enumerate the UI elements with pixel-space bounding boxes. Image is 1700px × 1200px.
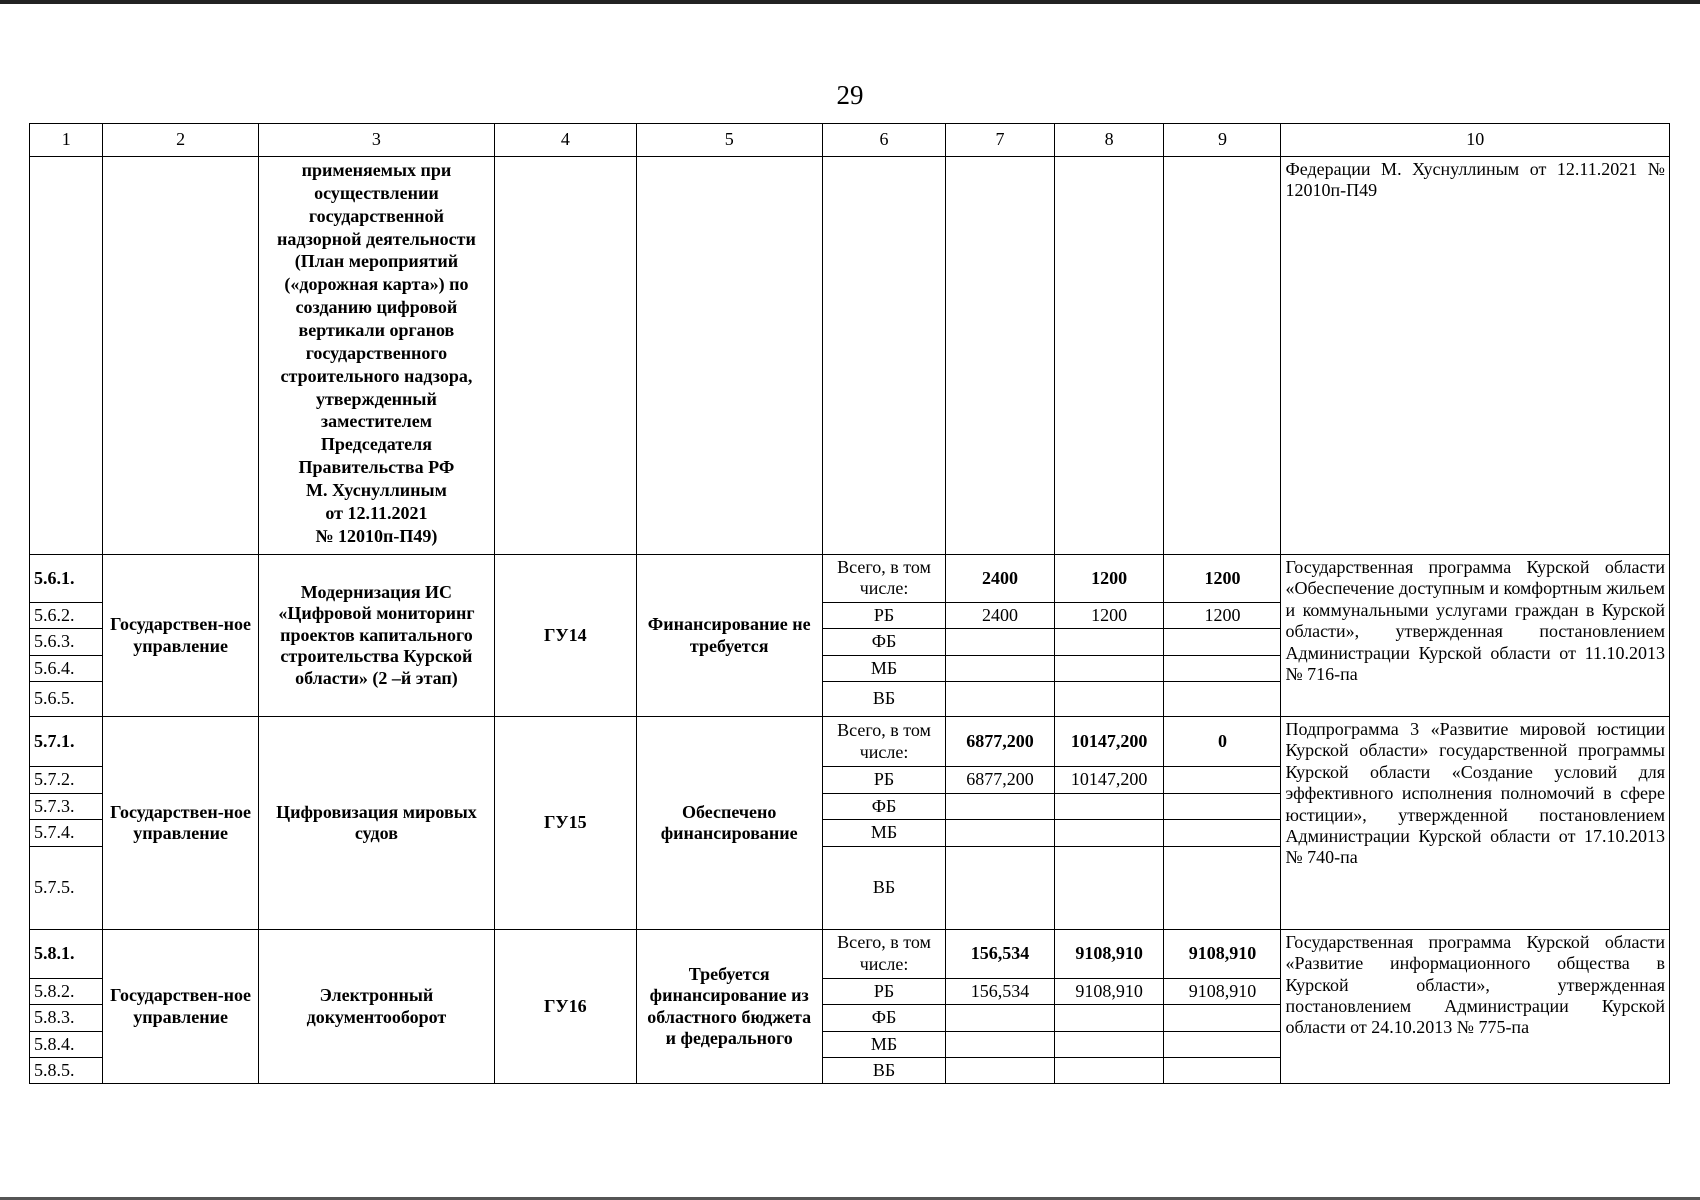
column-header-row [30, 124, 1670, 157]
row-number: 5.6.3. [30, 629, 103, 655]
amount-year3: 0 [1164, 717, 1281, 767]
amount-year3 [1164, 1005, 1281, 1031]
legal-basis: Подпрограмма 3 «Развитие мировой юстиции Курской области» государственной программы Курской области «Создание условий для эффективного исполнения полномочий в сфере юстиции», утвержденной постановлением Администрации Курской области от 17.10.2013 № 740-па [1281, 717, 1670, 930]
funding-source-label: МБ [822, 1031, 945, 1057]
row-number: 5.8.2. [30, 978, 103, 1004]
amount-year2: 10147,200 [1054, 767, 1164, 794]
measure-code: ГУ15 [495, 717, 637, 930]
title-line: («дорожная карта») по [284, 274, 469, 295]
continuation-row [30, 157, 1670, 555]
measure-name: Цифровизация мировых судов [258, 717, 494, 930]
table-cell [636, 157, 822, 555]
funding-source-label: ФБ [822, 629, 945, 655]
table-cell [103, 157, 258, 555]
amount-year2 [1054, 820, 1164, 846]
amount-year1: 156,534 [946, 929, 1055, 978]
legal-basis: Государственная программа Курской области «Развитие информационного общества в Курской области», утвержденная постановлением Администрации Курской области от 24.10.2013 № 775-па [1281, 929, 1670, 1084]
amount-year1 [946, 1058, 1055, 1084]
title-line: Правительства РФ [298, 457, 455, 478]
table-row [30, 717, 1670, 767]
amount-year1: 156,534 [946, 978, 1055, 1004]
amount-year2: 9108,910 [1054, 978, 1164, 1004]
amount-year2: 9108,910 [1054, 929, 1164, 978]
row-number: 5.8.1. [30, 929, 103, 978]
title-line: (План мероприятий [294, 251, 459, 272]
amount-year3 [1164, 629, 1281, 655]
amount-year1: 2400 [946, 555, 1055, 603]
row-number: 5.7.5. [30, 846, 103, 929]
title-line: строительного надзора, [280, 365, 473, 386]
row-number: 5.6.4. [30, 655, 103, 681]
page-number: 29 [836, 80, 864, 110]
amount-year1: 6877,200 [946, 717, 1055, 767]
title-line: М. Хуснуллиным [305, 480, 447, 501]
title-line: от 12.11.2021 [325, 502, 428, 523]
column-header: 2 [103, 124, 258, 157]
funding-total-label: Всего, в том числе: [822, 717, 945, 767]
amount-year3 [1164, 846, 1281, 929]
row-number: 5.8.5. [30, 1058, 103, 1084]
amount-year1 [946, 1005, 1055, 1031]
column-header: 8 [1054, 124, 1164, 157]
amount-year3: 1200 [1164, 602, 1281, 628]
measure-code: ГУ14 [495, 555, 637, 717]
amount-year3 [1164, 1058, 1281, 1084]
row-number: 5.8.4. [30, 1031, 103, 1057]
amount-year2 [1054, 655, 1164, 681]
row-number: 5.6.2. [30, 602, 103, 628]
amount-year2 [1054, 846, 1164, 929]
title-line: государственного [305, 342, 448, 363]
amount-year1 [946, 794, 1055, 820]
amount-year3: 9108,910 [1164, 929, 1281, 978]
continued-basis: Федерации М. Хуснуллиным от 12.11.2021 № 12010п-П49 [1281, 157, 1670, 555]
title-line: осуществлении [314, 182, 439, 203]
financing-status: Обеспечено финансирование [636, 717, 822, 930]
row-number: 5.8.3. [30, 1005, 103, 1031]
row-number: 5.7.3. [30, 794, 103, 820]
funding-source-label: МБ [822, 655, 945, 681]
funding-source-label: ФБ [822, 794, 945, 820]
row-number: 5.7.1. [30, 717, 103, 767]
program-table [29, 123, 1670, 1084]
column-header: 3 [258, 124, 494, 157]
row-number: 5.6.5. [30, 682, 103, 717]
amount-year2 [1054, 794, 1164, 820]
amount-year1: 6877,200 [946, 767, 1055, 794]
measure-name: Модернизация ИС «Цифровой мониторинг проектов капитального строительства Курской области» (2 –й этап) [258, 555, 494, 717]
financing-status: Требуется финансирование из областного бюджета и федерального [636, 929, 822, 1084]
area-cell: Государствен-ное управление [103, 555, 258, 717]
funding-source-label: ВБ [822, 846, 945, 929]
financing-status: Финансирование не требуется [636, 555, 822, 717]
title-line: № 12010п-П49) [315, 525, 438, 546]
table-cell [30, 157, 103, 555]
column-header: 10 [1281, 124, 1670, 157]
funding-source-label: ВБ [822, 1058, 945, 1084]
funding-source-label: ВБ [822, 682, 945, 717]
table-row [30, 555, 1670, 603]
title-line: государственной [308, 205, 444, 226]
amount-year3 [1164, 1031, 1281, 1057]
amount-year1 [946, 846, 1055, 929]
measure-code: ГУ16 [495, 929, 637, 1084]
amount-year2 [1054, 1031, 1164, 1057]
title-line: применяемых при [301, 160, 452, 180]
amount-year2 [1054, 1058, 1164, 1084]
funding-total-label: Всего, в том числе: [822, 929, 945, 978]
legal-basis: Государственная программа Курской области «Обеспечение доступным и комфортным жильем и коммунальными услугами граждан в Курской области», утвержденная постановлением Администрации Курской области от 11.10.2013 № 716-па [1281, 555, 1670, 717]
amount-year2 [1054, 1005, 1164, 1031]
column-header: 7 [946, 124, 1055, 157]
row-number: 5.7.2. [30, 767, 103, 794]
table-cell [946, 157, 1055, 555]
scan-edge-top [0, 0, 1700, 4]
table-cell [495, 157, 637, 555]
amount-year3: 9108,910 [1164, 978, 1281, 1004]
title-line: надзорной деятельности [276, 228, 476, 249]
continued-measure-title [258, 157, 494, 555]
funding-source-label: ФБ [822, 1005, 945, 1031]
table-cell [1164, 157, 1281, 555]
amount-year1 [946, 1031, 1055, 1057]
row-number: 5.7.4. [30, 820, 103, 846]
area-cell: Государствен-ное управление [103, 929, 258, 1084]
area-cell: Государствен-ное управление [103, 717, 258, 930]
amount-year2: 10147,200 [1054, 717, 1164, 767]
amount-year3 [1164, 767, 1281, 794]
funding-source-label: МБ [822, 820, 945, 846]
amount-year3 [1164, 682, 1281, 717]
column-header: 4 [495, 124, 637, 157]
amount-year3 [1164, 820, 1281, 846]
amount-year3 [1164, 794, 1281, 820]
title-line: заместителем [320, 411, 432, 432]
title-line: вертикали органов [298, 320, 455, 341]
amount-year1 [946, 655, 1055, 681]
funding-source-label: РБ [822, 978, 945, 1004]
amount-year2: 1200 [1054, 602, 1164, 628]
funding-source-label: РБ [822, 602, 945, 628]
column-header: 1 [30, 124, 103, 157]
amount-year2: 1200 [1054, 555, 1164, 603]
title-line: утвержденный [315, 388, 437, 409]
amount-year1 [946, 629, 1055, 655]
amount-year3 [1164, 655, 1281, 681]
table-cell [822, 157, 945, 555]
amount-year3: 1200 [1164, 555, 1281, 603]
title-line: Председателя [320, 434, 432, 455]
table-cell [1054, 157, 1164, 555]
amount-year1 [946, 820, 1055, 846]
column-header: 9 [1164, 124, 1281, 157]
amount-year1: 2400 [946, 602, 1055, 628]
column-header: 5 [636, 124, 822, 157]
amount-year1 [946, 682, 1055, 717]
table-row [30, 929, 1670, 978]
title-line: созданию цифровой [295, 297, 458, 318]
amount-year2 [1054, 629, 1164, 655]
amount-year2 [1054, 682, 1164, 717]
column-header: 6 [822, 124, 945, 157]
funding-source-label: РБ [822, 767, 945, 794]
row-number: 5.6.1. [30, 555, 103, 603]
funding-total-label: Всего, в том числе: [822, 555, 945, 603]
measure-name: Электронный документооборот [258, 929, 494, 1084]
